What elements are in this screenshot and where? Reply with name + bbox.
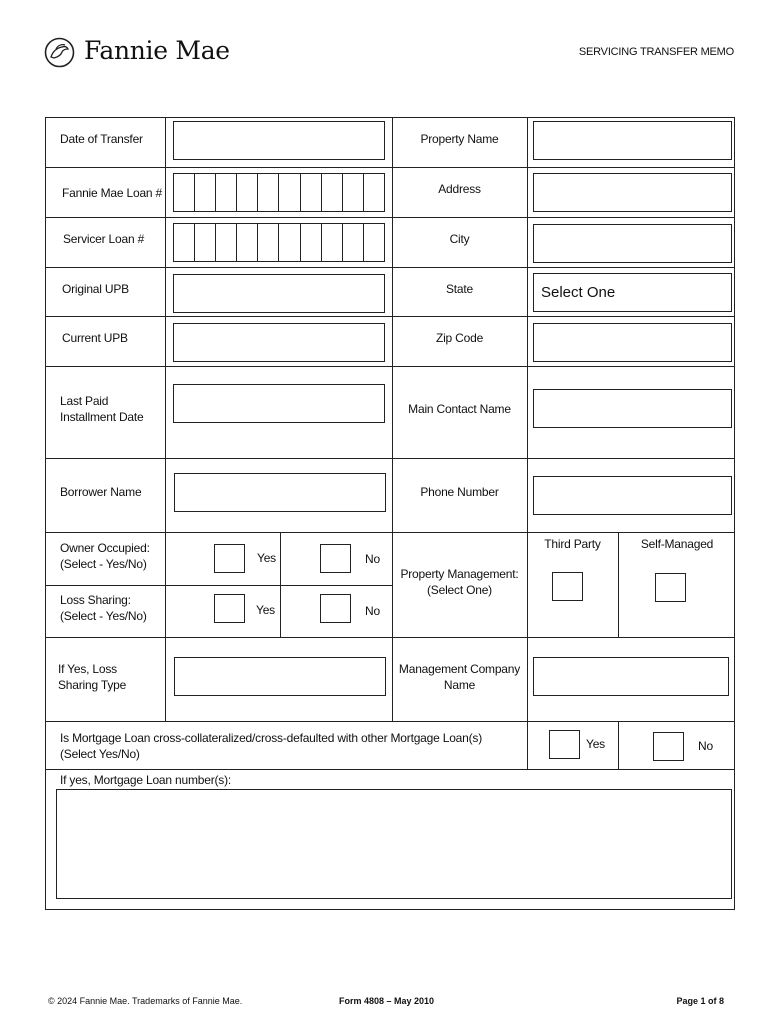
self-managed-label: Self-Managed	[640, 537, 714, 551]
loss-sharing-yes-checkbox[interactable]	[214, 594, 245, 623]
column-divider	[618, 721, 619, 769]
third-party-label: Third Party	[544, 537, 601, 551]
cross-collateralized-yes-label: Yes	[586, 737, 605, 751]
state-select-value: Select One	[541, 284, 616, 301]
loss-sharing-type-label	[58, 661, 126, 693]
cross-collateralized-no-label: No	[698, 739, 713, 753]
fannie-mae-logo-icon	[44, 37, 75, 68]
zip-code-label: Zip Code	[435, 331, 484, 345]
brand-name: Fannie Mae	[84, 36, 230, 65]
phone-number-input[interactable]	[533, 476, 732, 515]
row-divider	[46, 458, 734, 459]
management-company-label-line2: Name	[443, 678, 476, 692]
fannie-mae-loan-input[interactable]	[173, 173, 385, 212]
zip-code-input[interactable]	[533, 323, 732, 362]
management-company-label-line1: Management Company	[398, 662, 521, 676]
row-divider	[46, 217, 734, 218]
current-upb-input[interactable]	[173, 323, 385, 362]
cross-collateralized-question	[60, 730, 482, 762]
property-management-label-line1: Property Management:	[400, 567, 519, 581]
last-paid-installment-date-input[interactable]	[173, 384, 385, 423]
loss-sharing-type-input[interactable]	[174, 657, 386, 696]
owner-occupied-no-label: No	[365, 552, 380, 566]
last-paid-label-line2: Installment Date	[60, 410, 144, 424]
column-divider	[392, 118, 393, 721]
main-contact-name-label: Main Contact Name	[408, 402, 511, 416]
row-divider	[46, 532, 734, 533]
document-title: SERVICING TRANSFER MEMO	[578, 46, 734, 58]
original-upb-input[interactable]	[173, 274, 385, 313]
cross-collateralized-no-checkbox[interactable]	[653, 732, 684, 761]
loss-sharing-type-label-line1: If Yes, Loss	[58, 662, 117, 676]
owner-occupied-no-checkbox[interactable]	[320, 544, 351, 573]
owner-occupied-label	[60, 540, 150, 572]
loss-sharing-type-label-line2: Sharing Type	[58, 678, 127, 692]
address-input[interactable]	[533, 173, 732, 212]
third-party-checkbox[interactable]	[552, 572, 583, 601]
loss-sharing-no-checkbox[interactable]	[320, 594, 351, 623]
footer-copyright: © 2024 Fannie Mae. Trademarks of Fannie Mae.	[48, 996, 243, 1006]
property-management-label-line2: (Select One)	[427, 583, 492, 597]
fannie-mae-loan-label: Fannie Mae Loan #	[62, 186, 163, 200]
date-of-transfer-label: Date of Transfer	[60, 132, 143, 146]
borrower-name-label: Borrower Name	[60, 485, 142, 499]
last-paid-label	[60, 393, 144, 425]
state-label: State	[445, 282, 474, 296]
row-divider	[46, 721, 734, 722]
management-company-name-label	[392, 661, 527, 693]
loan-numbers-label: If yes, Mortgage Loan number(s):	[60, 773, 232, 787]
row-divider	[46, 167, 734, 168]
original-upb-label: Original UPB	[62, 282, 129, 296]
row-divider	[46, 366, 734, 367]
column-divider	[280, 532, 281, 637]
loss-sharing-yes-label: Yes	[256, 603, 275, 617]
servicer-loan-label: Servicer Loan #	[63, 232, 145, 246]
last-paid-label-line1: Last Paid	[60, 394, 109, 408]
owner-occupied-yes-checkbox[interactable]	[214, 544, 245, 573]
state-select[interactable]	[533, 273, 732, 312]
loss-sharing-label	[60, 592, 147, 624]
owner-occupied-yes-label: Yes	[257, 551, 276, 565]
property-name-label: Property Name	[420, 132, 499, 146]
servicer-loan-input[interactable]	[173, 223, 385, 262]
management-company-name-input[interactable]	[533, 657, 729, 696]
row-divider	[46, 585, 392, 586]
footer-form-id: Form 4808 – May 2010	[339, 996, 435, 1006]
loss-sharing-no-label: No	[365, 604, 380, 618]
owner-occupied-label-line2: (Select - Yes/No)	[60, 557, 147, 571]
property-name-input[interactable]	[533, 121, 732, 160]
row-divider	[46, 769, 734, 770]
address-label: Address	[438, 182, 481, 196]
self-managed-checkbox[interactable]	[655, 573, 686, 602]
loss-sharing-label-line1: Loss Sharing:	[60, 593, 131, 607]
date-of-transfer-input[interactable]	[173, 121, 385, 160]
column-divider	[527, 118, 528, 769]
property-management-label	[392, 566, 527, 598]
footer-page-number: Page 1 of 8	[676, 996, 724, 1006]
cross-collateralized-question-line1: Is Mortgage Loan cross-collateralized/cross-defaulted with other Mortgage Loan(s)	[60, 731, 483, 745]
row-divider	[46, 267, 734, 268]
borrower-name-input[interactable]	[174, 473, 386, 512]
cross-collateralized-yes-checkbox[interactable]	[549, 730, 580, 759]
loss-sharing-label-line2: (Select - Yes/No)	[60, 609, 147, 623]
row-divider	[46, 637, 734, 638]
row-divider	[46, 316, 734, 317]
main-contact-name-input[interactable]	[533, 389, 732, 428]
city-label: City	[449, 232, 470, 246]
column-divider	[165, 118, 166, 721]
cross-collateralized-question-line2: (Select Yes/No)	[60, 747, 140, 761]
current-upb-label: Current UPB	[62, 331, 128, 345]
owner-occupied-label-line1: Owner Occupied:	[60, 541, 150, 555]
phone-number-label: Phone Number	[420, 485, 499, 499]
loan-numbers-textarea[interactable]	[56, 789, 732, 899]
city-input[interactable]	[533, 224, 732, 263]
